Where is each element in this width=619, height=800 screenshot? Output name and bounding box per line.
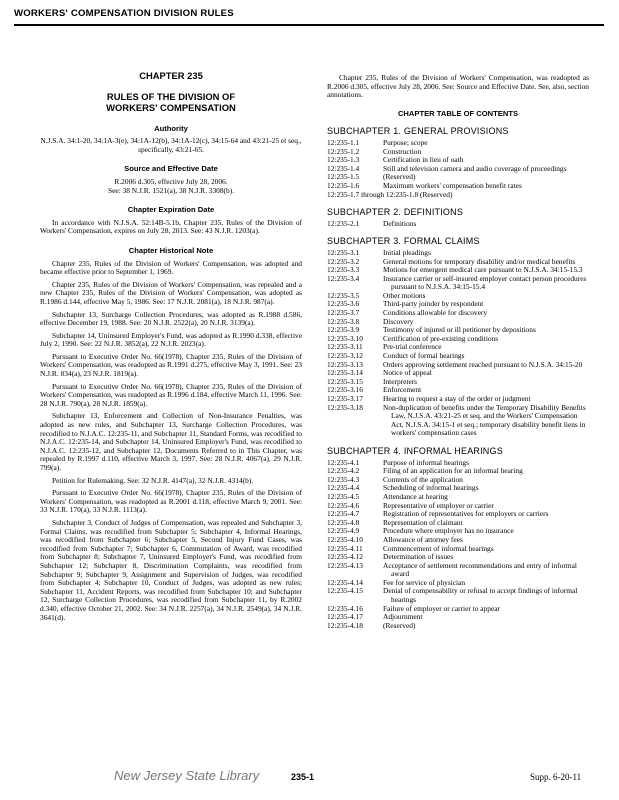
toc-entry-number: 12:235-4.6	[327, 500, 360, 510]
chapter-heading: CHAPTER 235	[139, 70, 203, 81]
toc-entry-number: 12:235-1.3	[327, 155, 360, 165]
subchapter-4-heading: SUBCHAPTER 4. INFORMAL HEARINGS	[327, 445, 503, 456]
toc-entry[interactable]	[327, 613, 589, 622]
page-footer	[0, 768, 619, 788]
expiration-text: In accordance with N.J.S.A. 52:14B-5.1b, Chapter 235, Rules of the Division of Workers' Compensation, expires on July 28, 2013. See: 43 N.J.R. 1203(a).	[40, 217, 302, 236]
toc-range-text: 12:235-1.7 through 12:235-1.8 (Reserved)	[327, 189, 453, 199]
toc-entry-number: 12:235-4.10	[327, 534, 363, 544]
toc-entry-number: 12:235-4.2	[327, 466, 360, 476]
toc-entry-number: 12:235-3.18	[327, 402, 363, 412]
toc-entry-title: Purpose of informal hearings	[383, 457, 469, 467]
toc-entry-title: Commencement of informal hearings	[383, 543, 494, 553]
toc-entry-number: 12:235-3.10	[327, 333, 363, 343]
authority-heading: Authority	[154, 123, 188, 133]
toc-title: CHAPTER TABLE OF CONTENTS	[397, 108, 519, 118]
subchapter-3-heading: SUBCHAPTER 3. FORMAL CLAIMS	[327, 236, 480, 247]
history-note: Pursuant to Executive Order No. 66(1978), Chapter 235, Rules of the Division of Workers' Compensation, was readopted as R.1991 d.275, effective May 3, 1991. See: 23 N.J.R. 834(a), 23 N.J.R. 1819(a).	[40, 351, 302, 379]
toc-entry-title: Interpreters	[383, 376, 418, 386]
source-line2: See: 38 N.J.R. 1521(a), 38 N.J.R. 3308(b).	[107, 185, 235, 195]
toc-entry[interactable]	[327, 275, 589, 292]
toc-entry-number: 12:235-4.7	[327, 509, 360, 519]
toc-entry[interactable]	[327, 587, 589, 604]
toc-entry-title: General motions for temporary disability and/or medical benefits	[383, 256, 576, 266]
toc-entry-number: 12:235-3.12	[327, 351, 363, 361]
toc-entry-title: Non-duplication of benefits under the Temporary Disability Benefits Law, N.J.S.A. 43:21-25 et seq. and the Workers' Compensation Act, N.J.S.A. 34:15-1 et seq.; temporary disability benefit liens in workers' compensation cases	[383, 402, 586, 438]
toc-entry-title: Acceptance of settlement recommendations and entry of informal award	[383, 560, 577, 579]
toc-entry-title: Certification of pre-existing conditions	[383, 333, 499, 343]
left-column	[40, 68, 302, 626]
toc-entry-title: Filing of an application for an informal hearing	[383, 466, 523, 476]
toc-entry-title: Denial of compensability or refusal to accept findings of informal hearings	[383, 586, 578, 605]
right-column	[327, 74, 589, 630]
toc-entry-title: (Reserved)	[383, 172, 416, 182]
running-header: WORKERS' COMPENSATION DIVISION RULES	[14, 8, 234, 19]
subchapter-1-heading: SUBCHAPTER 1. GENERAL PROVISIONS	[327, 126, 509, 137]
toc-entry[interactable]	[327, 369, 589, 378]
toc-entry-number: 12:235-3.1	[327, 247, 360, 257]
toc-entry[interactable]	[327, 139, 589, 148]
toc-entry-title: Fee for service of physician	[383, 577, 466, 587]
history-note: Subchapter 3, Conduct of Judges of Compensation, was repealed and Subchapter 3, Formal Claims, was recodified from Subchapter 5; Subchapter 4, Informal Hearings, was recodified from Subchapter 6; Subchapter 5, Second Injury Fund Cases, was recodified from Subchapter 7; Subchapter 6, Commutation of Award, was recodified from Subchapter 8; Subchapter 7, Uninsured Employer's Fund, was recodified from Subchapter 12; Subchapter 8, Discrimination Complaints, was recodified from Subchapter 9; Subchapter 9, Assignment and Supervision of Judges, was recodified from Subchapter 4; Subchapter 10, Conduct of Judges, was adopted as new rules; Subchapter 11, Accident Reports, was recodified from Subchapter 10; and Subchapter 12, Surcharge Collection Procedures, was recodified from Subchapter 11, by R.2002 d.340, effective October 21, 2002. See: 34 N.J.R. 2257(a), 34 N.J.R. 2549(a), 34 N.J.R. 3641(d).	[40, 517, 302, 622]
toc-entry[interactable]	[327, 220, 589, 229]
toc-entry[interactable]	[327, 545, 589, 554]
history-note: Chapter 235, Rules of the Division of Workers' Compensation, was adopted and became effective prior to September 1, 1969.	[40, 258, 302, 277]
toc-entry-number: 12:235-4.4	[327, 483, 360, 493]
toc-entry-number: 12:235-4.1	[327, 457, 360, 467]
toc-entry-title: Notice of appeal	[383, 368, 432, 378]
subchapter-2-list	[327, 220, 589, 229]
toc-entry-title: Third-party joinder by respondent	[383, 299, 484, 309]
toc-entry-number: 12:235-3.16	[327, 385, 363, 395]
toc-entry-title: Initial pleadings	[383, 247, 431, 257]
toc-entry-number: 12:235-1.6	[327, 180, 360, 190]
toc-entry-title: Testimony of injured or ill petitioner by depositions	[383, 325, 536, 335]
history-note: Petition for Rulemaking. See: 32 N.J.R. 4147(a), 32 N.J.R. 4314(b).	[52, 475, 254, 485]
toc-entry-title: Attendance at hearing	[383, 491, 448, 501]
toc-entry-title: Failure of employer or carrier to appear	[383, 603, 500, 613]
readoption-note: Chapter 235, Rules of the Division of Workers' Compensation, was readopted as R.2006 d.305, effective July 28, 2006. See: Source and Effective Date. See, also, section annotations.	[327, 73, 589, 100]
authority-text: N.J.S.A. 34:1-20, 34:1A-3(e), 34:1A-12(b), 34:1A-12(c), 34:15-64 and 43:21-25 et seq., specifically, 43:21-65.	[40, 136, 302, 154]
toc-entry-title: Discovery	[383, 316, 414, 326]
source-heading: Source and Effective Date	[124, 164, 218, 174]
toc-entry-title: Certification in lieu of oath	[383, 155, 464, 165]
toc-entry-number: 12:235-4.11	[327, 543, 363, 553]
toc-entry-number: 12:235-3.8	[327, 316, 360, 326]
toc-entry[interactable]	[327, 562, 589, 579]
toc-entry-number: 12:235-4.12	[327, 552, 363, 562]
toc-entry-title: Procedure where employer has no insurance	[383, 526, 514, 536]
toc-entry-number: 12:235-3.17	[327, 394, 363, 403]
toc-entry-title: Purpose; scope	[383, 137, 428, 147]
subchapter-1-list	[327, 139, 589, 191]
history-heading: Chapter Historical Note	[128, 245, 214, 255]
subchapter-2-heading: SUBCHAPTER 2. DEFINITIONS	[327, 207, 464, 218]
toc-entry-number: 12:235-4.15	[327, 586, 363, 596]
history-note: Subchapter 13, Enforcement and Collection of Non-Insurance Penalties, was adopted as new rules, and Subchapter 13, Surcharge Collection Procedures, was recodified to N.J.A.C. 12:235-11, and Subchapter 11, Standard Forms, was recodified to N.J.A.C. 12:235-14, and Subchapter 14, Uninsured Employer's Fund, was recodified to N.J.A.C. 12:235-12, and Subchapter 12, Documents Referred to in This Chapter, was repealed by R.1997 d.110, effective March 3, 1997. See: 28 N.J.R. 4067(a), 29 N.J.R. 799(a).	[40, 411, 302, 472]
toc-entry-number: 12:235-1.4	[327, 163, 360, 173]
toc-entry-title: Other motions	[383, 290, 426, 300]
toc-entry-title: Orders approving settlement reached pursuant to N.J.S.A. 34:15-20	[383, 359, 583, 369]
toc-entry-title: Construction	[383, 146, 422, 156]
toc-entry-number: 12:235-4.14	[327, 577, 363, 587]
toc-entry-number: 12:235-4.5	[327, 491, 360, 501]
toc-entry-number: 12:235-4.18	[327, 620, 363, 630]
chapter-title-line2: WORKERS' COMPENSATION	[106, 102, 236, 114]
expiration-heading: Chapter Expiration Date	[127, 205, 215, 215]
toc-entry-number: 12:235-3.3	[327, 265, 360, 275]
toc-entry-title: Pre-trial conference	[383, 342, 442, 352]
toc-entry[interactable]	[327, 484, 589, 493]
chapter-title-line1: RULES OF THE DIVISION OF	[106, 90, 236, 102]
toc-entry-number: 12:235-3.6	[327, 299, 360, 309]
subchapter-4-list	[327, 459, 589, 631]
history-note: Subchapter 14, Uninsured Employer's Fund, was adopted as R.1990 d.338, effective July 2, 1990. See: 22 N.J.R. 3852(a), 22 N.J.R. 2023(a).	[40, 330, 302, 349]
toc-entry-number: 12:235-4.9	[327, 526, 360, 536]
toc-entry-number: 12:235-3.13	[327, 359, 363, 369]
toc-entry-number: 12:235-3.5	[327, 290, 360, 300]
toc-entry-number: 12:235-3.2	[327, 256, 360, 266]
toc-entry-title: Conduct of formal hearings	[383, 351, 465, 361]
source-line1: R.2006 d.305, effective July 28, 2006.	[114, 176, 228, 186]
toc-entry-number: 12:235-4.16	[327, 603, 363, 613]
toc-entry[interactable]	[327, 361, 589, 370]
toc-entry-title: Enforcement	[383, 385, 422, 395]
history-note: Subchapter 13, Surcharge Collection Procedures, was adopted as R.1988 d.586, effective December 19, 1988. See: 20 N.J.R. 2522(a), 20 N.J.R. 3139(a).	[40, 309, 302, 328]
toc-entry-number: 12:235-4.17	[327, 612, 363, 622]
toc-entry-title: Maximum workers' compensation benefit rates	[383, 180, 522, 190]
toc-entry-title: Contents of the application	[383, 474, 463, 484]
header-rule	[14, 24, 604, 26]
toc-entry[interactable]	[327, 335, 589, 344]
toc-entry-title: Motions for emergent medical care pursuant to N.J.S.A. 34:15-15.3	[383, 265, 583, 275]
library-watermark: New Jersey State Library	[114, 768, 260, 783]
toc-entry-number: 12:235-3.7	[327, 308, 360, 318]
toc-entry-title: Insurance carrier or self-insured employer contact person procedures pursuant to N.J.S.A. 34:15-15.4	[383, 273, 587, 292]
toc-entry[interactable]	[327, 309, 589, 318]
toc-entry-title: (Reserved)	[383, 620, 416, 630]
toc-entry-number: 12:235-1.2	[327, 146, 360, 156]
toc-entry-title: Still and television camera and audio coverage of proceedings	[383, 163, 567, 173]
toc-entry-number: 12:235-1.1	[327, 137, 360, 147]
toc-entry-title: Adjournment	[383, 612, 423, 622]
toc-entry[interactable]	[327, 165, 589, 174]
toc-entry[interactable]	[327, 622, 589, 631]
toc-entry-title: Allowance of attorney fees	[383, 534, 463, 544]
history-note: Pursuant to Executive Order No. 66(1978), Chapter 235, Rules of the Division of Workers' Compensation, was readopted as R.1996 d.184, effective March 11, 1996. See: 28 N.J.R. 790(a), 28 N.J.R. 1859(a).	[40, 381, 302, 408]
page-number: 235-1	[291, 772, 315, 782]
toc-entry-title: Conditions allowable for discovery	[383, 308, 488, 318]
toc-entry-title: Representative of employer or carrier	[383, 500, 494, 510]
toc-entry-number: 12:235-4.3	[327, 474, 360, 484]
toc-entry-number: 12:235-3.15	[327, 376, 363, 386]
toc-entry[interactable]	[327, 605, 589, 614]
toc-entry-number: 12:235-3.9	[327, 325, 360, 335]
toc-entry-title: Registration of representatives for employers or carriers	[383, 509, 549, 519]
toc-entry-number: 12:235-4.13	[327, 560, 363, 570]
toc-entry[interactable]	[327, 378, 589, 387]
toc-entry-number: 12:235-3.4	[327, 273, 360, 283]
history-notes	[40, 260, 302, 623]
chapter-title	[40, 91, 302, 114]
toc-entry-number: 12:235-3.14	[327, 368, 363, 378]
toc-entry-title: Hearing to request a stay of the order or judgment	[383, 394, 531, 403]
toc-entry-number: 12:235-3.11	[327, 342, 363, 352]
history-note: Chapter 235, Rules of the Division of Workers' Compensation, was repealed and a new Chapter 235, Rules of the Division of Workers' Compensation, was adopted as R.1986 d.144, effective May 5, 1986. See: 17 N.J.R. 2081(a), 18 N.J.R. 987(a).	[40, 279, 302, 306]
toc-entry-title: Definitions	[383, 218, 417, 228]
history-note: Pursuant to Executive Order No. 66(1978), Chapter 235, Rules of the Division of Workers' Compensation, was readopted as R.2001 d.118, effective March 9, 2001. See: 33 N.J.R. 170(a), 33 N.J.R. 1113(a).	[40, 488, 302, 515]
toc-entry-number: 12:235-1.5	[327, 172, 360, 182]
toc-entry-title: Scheduling of informal hearings	[383, 483, 479, 493]
subchapter-3-list	[327, 249, 589, 438]
toc-entry-title: Representation of claimant	[383, 517, 463, 527]
toc-entry-number: 12:235-2.1	[327, 218, 360, 228]
toc-entry-number: 12:235-4.8	[327, 517, 360, 527]
toc-entry-title: Determination of issues	[383, 552, 454, 562]
supplement-date: Supp. 6-20-11	[530, 772, 582, 782]
toc-entry[interactable]	[327, 404, 589, 438]
toc-range-line[interactable]	[327, 191, 589, 200]
